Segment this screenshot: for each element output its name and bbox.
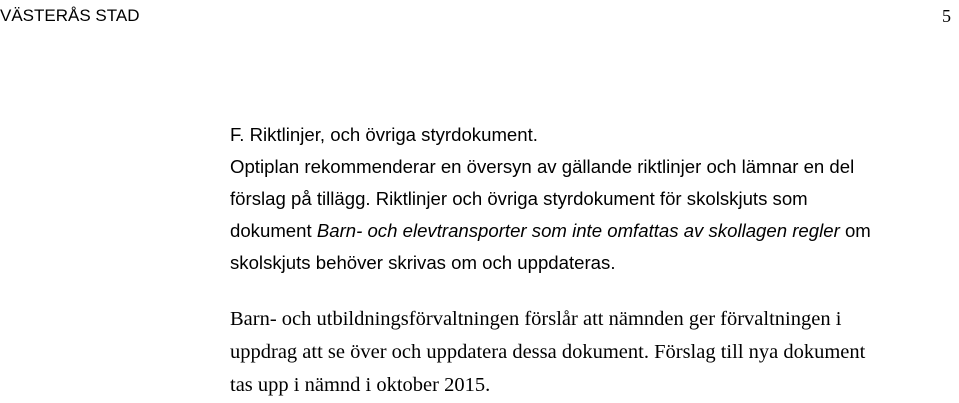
paragraph-line xyxy=(230,215,958,247)
paragraph-text: om xyxy=(839,220,871,241)
section-heading: F. Riktlinjer, och övriga styrdokument. xyxy=(230,124,538,145)
page-header xyxy=(0,4,955,28)
paragraph-line: förslag på tillägg. Riktlinjer och övriga styrdokument för skolskjuts som xyxy=(230,188,808,209)
paragraph-proposal xyxy=(230,303,958,402)
paragraph-line: Barn- och utbildningsförvaltningen förslår att nämnden ger förvaltningen i xyxy=(230,308,842,330)
paragraph-line: tas upp i nämnd i oktober 2015. xyxy=(230,374,491,396)
document-body xyxy=(230,119,958,402)
paragraph-line: skolskjuts behöver skrivas om och uppdateras. xyxy=(230,252,616,273)
paragraph-spacer xyxy=(230,279,958,303)
document-title-italic: Barn- och elevtransporter som inte omfattas av skollagen regler xyxy=(316,220,840,241)
organization-name: VÄSTERÅS STAD xyxy=(0,6,140,25)
paragraph-text: dokument xyxy=(230,220,317,241)
paragraph-line: Optiplan rekommenderar en översyn av gällande riktlinjer och lämnar en del xyxy=(230,156,855,177)
page-number: 5 xyxy=(942,6,951,26)
paragraph-optiplan xyxy=(230,151,958,279)
paragraph-line: uppdrag att se över och uppdatera dessa dokument. Förslag till nya dokument xyxy=(230,341,866,363)
